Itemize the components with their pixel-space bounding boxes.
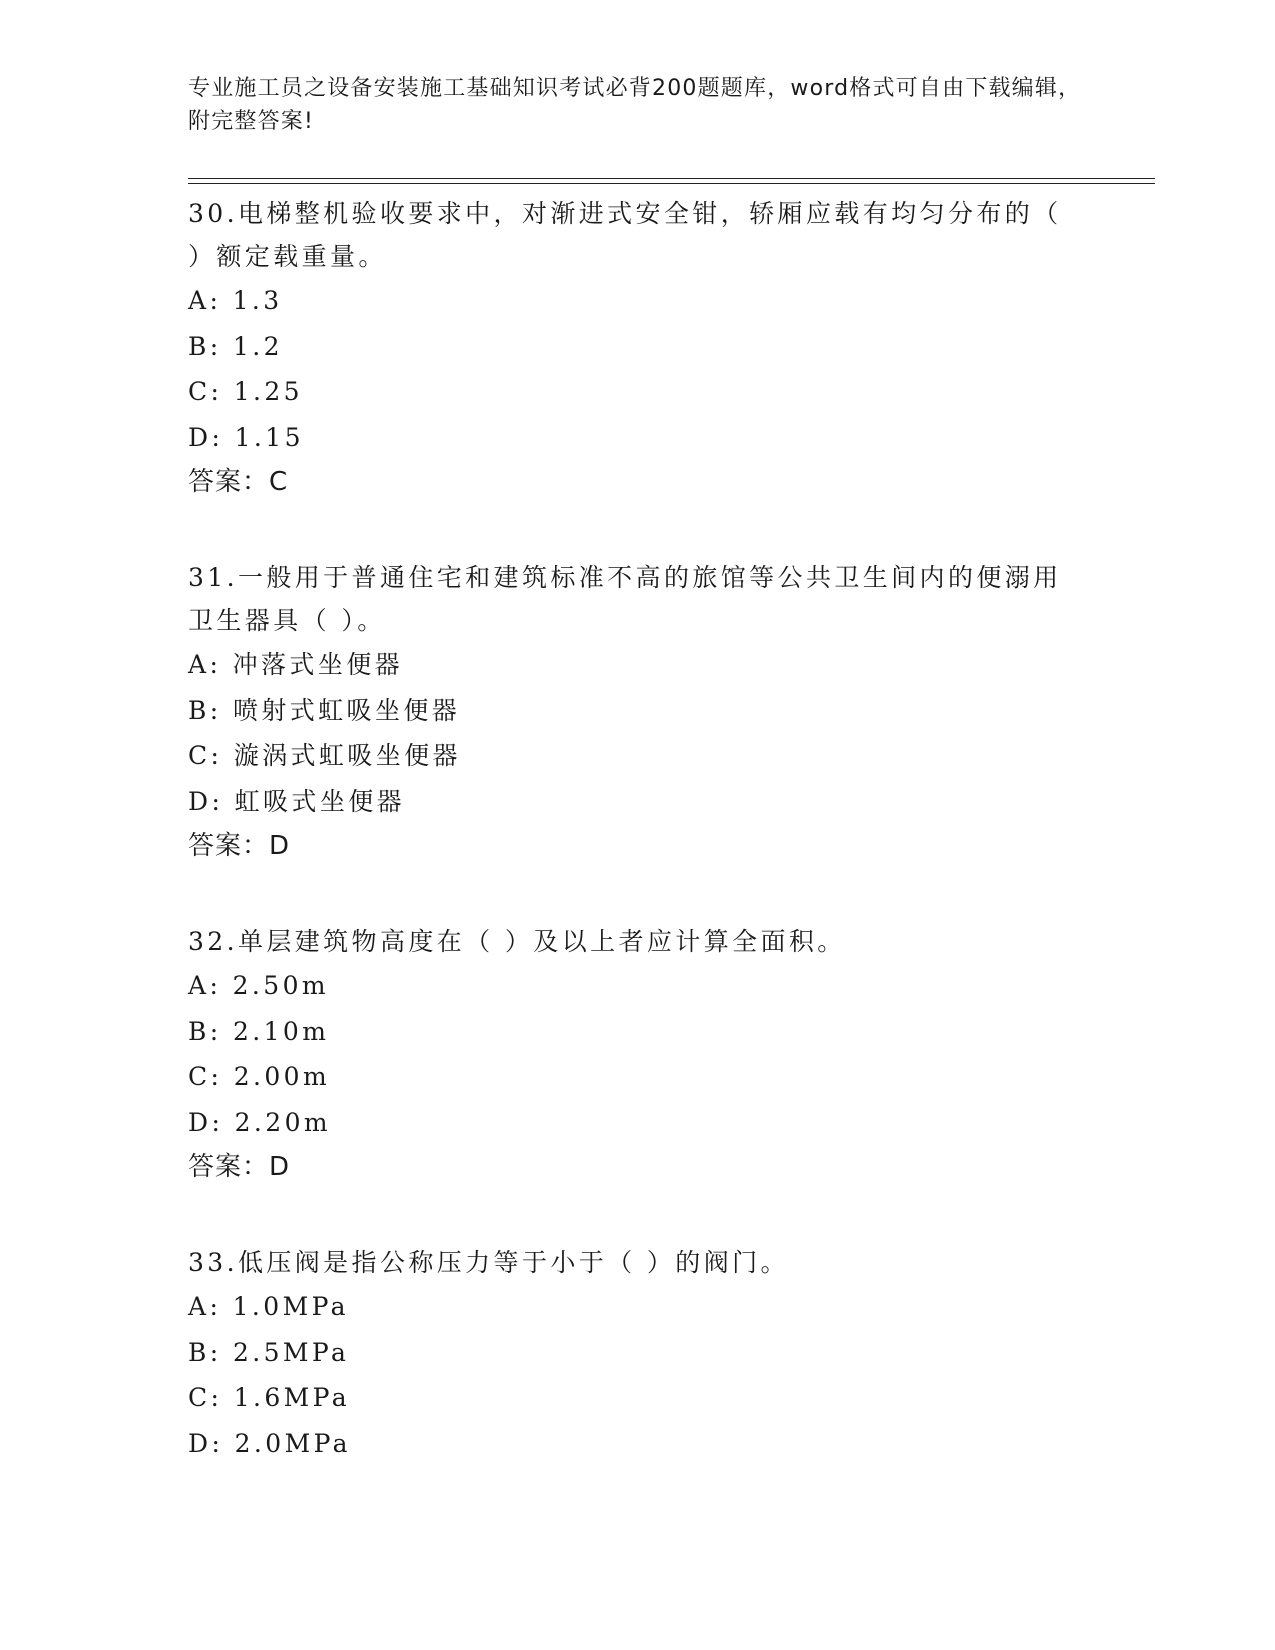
question-stem: 31.一般用于普通住宅和建筑标准不高的旅馆等公共卫生间内的便溺用卫生器具（ ）。 [188,563,1062,635]
option-c: C: 1.6MPa [188,1383,351,1412]
question-list [188,190,1088,1515]
answer-line: 答案：D [188,1152,291,1182]
question-stem: 30.电梯整机验收要求中，对渐进式安全钳，轿厢应载有均匀分布的（ ）额定载重量。 [188,199,1062,271]
question-32 [188,918,1088,1190]
option-b: B: 喷射式虹吸坐便器 [188,695,461,725]
option-d: D: 2.20m [188,1107,331,1137]
option-c: C: 漩涡式虹吸坐便器 [188,741,461,770]
header-divider-bottom [188,183,1155,184]
question-33 [188,1239,1088,1466]
option-d: D: 虹吸式坐便器 [188,786,406,816]
answer-line: 答案：C [188,467,289,497]
document-header: 专业施工员之设备安装施工基础知识考试必背200题题库，word格式可自由下载编辑，附完整答案! [188,76,1082,134]
option-d: D: 2.0MPa [188,1428,351,1458]
answer-line: 答案：D [188,831,291,861]
option-a: A: 2.50m [188,971,329,1000]
option-c: C: 2.00m [188,1062,331,1091]
option-b: B: 2.5MPa [188,1337,350,1367]
option-a: A: 1.0MPa [188,1292,349,1321]
option-d: D: 1.15 [188,422,304,452]
question-stem: 33.低压阀是指公称压力等于小于（ ）的阀门。 [188,1248,789,1277]
question-30 [188,190,1088,505]
question-stem: 32.单层建筑物高度在（ ）及以上者应计算全面积。 [188,927,846,956]
option-c: C: 1.25 [188,377,303,406]
header-divider-top [188,178,1155,179]
option-a: A: 冲落式坐便器 [188,650,404,679]
option-a: A: 1.3 [188,286,283,315]
question-31 [188,554,1088,869]
option-b: B: 1.2 [188,331,283,361]
option-b: B: 2.10m [188,1016,330,1046]
